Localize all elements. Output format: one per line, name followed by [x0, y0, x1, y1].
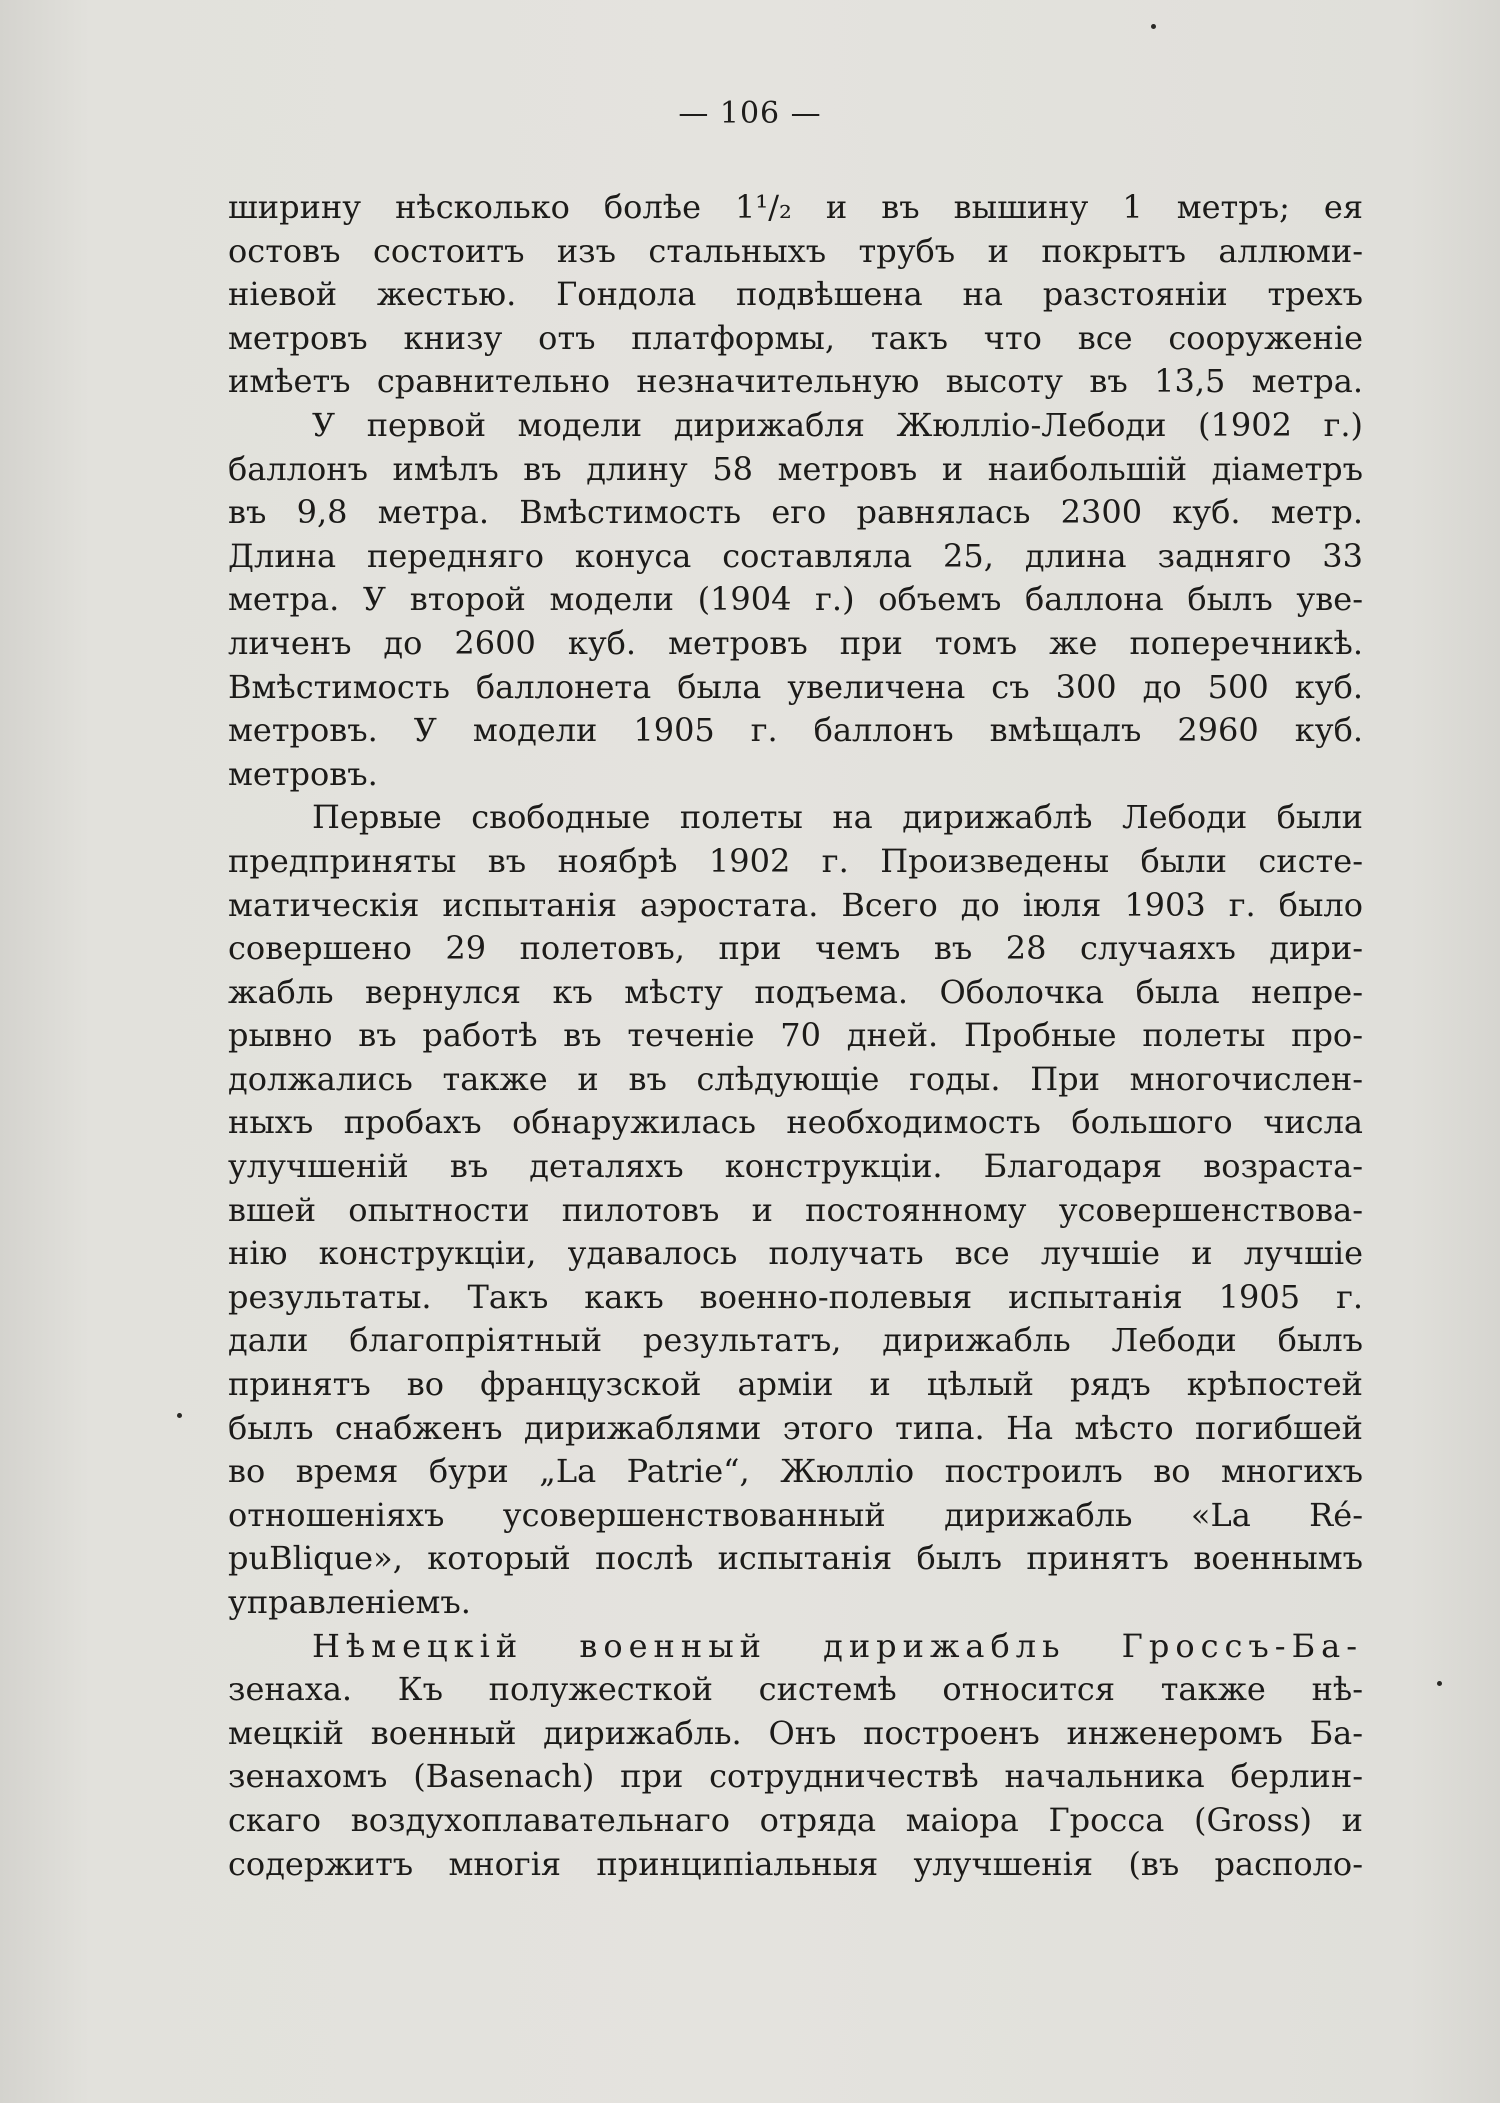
text-line: puBlique», который послѣ испытанія былъ принятъ военнымъ	[228, 1539, 1363, 1578]
scan-speck	[1151, 24, 1156, 29]
text-line: содержитъ многія принципіальныя улучшенія (въ располо-	[228, 1844, 1363, 1883]
text-line: Первые свободные полеты на дирижаблѣ Лебоди были	[312, 798, 1363, 837]
section-heading-line: Нѣмецкій военный дирижабль Гроссъ-Ба-	[312, 1626, 1363, 1665]
text-line: мецкій военный дирижабль. Онъ построенъ инженеромъ Ба-	[228, 1713, 1363, 1752]
text-line: Длина передняго конуса составляла 25, длина задняго 33	[228, 536, 1363, 575]
paragraph-3	[228, 796, 1363, 1624]
text-line: Вмѣстимость баллонета была увеличена съ 300 до 500 куб.	[228, 667, 1363, 706]
paragraph-2	[228, 404, 1363, 796]
text-line: должались также и въ слѣдующіе годы. При многочислен-	[228, 1059, 1363, 1098]
text-line: ніевой жестью. Гондола подвѣшена на разстояніи трехъ	[228, 275, 1363, 314]
text-line: скаго воздухоплавательнаго отряда маіора Гросса (Gross) и	[228, 1800, 1363, 1839]
text-line: результаты. Такъ какъ военно-полевыя испытанія 1905 г.	[228, 1277, 1363, 1316]
text-line: У первой модели дирижабля Жюлліо-Лебоди (1902 г.)	[312, 405, 1363, 444]
text-line: ширину нѣсколько болѣе 1¹/₂ и въ вышину 1 метръ; ея	[228, 188, 1363, 226]
page-number: — 106 —	[678, 96, 822, 131]
paragraph-4	[228, 1625, 1363, 1887]
text-line: управленіемъ.	[228, 1583, 471, 1621]
text-line: принятъ во французской арміи и цѣлый рядъ крѣпостей	[228, 1365, 1363, 1404]
text-line: зенахомъ (Basenach) при сотрудничествѣ начальника берлин-	[228, 1757, 1363, 1796]
text-line: остовъ состоитъ изъ стальныхъ трубъ и покрытъ аллюми-	[228, 231, 1363, 270]
text-line: метровъ.	[228, 754, 378, 793]
text-line: жабль вернулся къ мѣсту подъема. Оболочка была непре-	[228, 972, 1363, 1011]
text-line: метра. У второй модели (1904 г.) объемъ баллона былъ уве-	[228, 580, 1363, 619]
text-line: имѣетъ сравнительно незначительную высоту въ 13,5 метра.	[228, 362, 1363, 401]
text-line: отношеніяхъ усовершенствованный дирижабль «La Ré-	[228, 1495, 1363, 1534]
text-line: вшей опытности пилотовъ и постоянному усовершенствова-	[228, 1190, 1363, 1229]
text-line: метровъ. У модели 1905 г. баллонъ вмѣщалъ 2960 куб.	[228, 711, 1363, 750]
text-line: баллонъ имѣлъ въ длину 58 метровъ и наибольшій діаметръ	[228, 449, 1363, 488]
text-line: дали благопріятный результатъ, дирижабль Лебоди былъ	[228, 1321, 1363, 1360]
text-line: былъ снабженъ дирижаблями этого типа. На мѣсто погибшей	[228, 1408, 1363, 1447]
text-line: предприняты въ ноябрѣ 1902 г. Произведены были систе-	[228, 841, 1363, 880]
text-line: нію конструкціи, удавалось получать все лучшіе и лучшіе	[228, 1234, 1363, 1273]
paragraph-1	[228, 186, 1363, 404]
text-line: въ 9,8 метра. Вмѣстимость его равнялась 2300 куб. метр.	[228, 493, 1363, 532]
text-line: матическія испытанія аэростата. Всего до іюля 1903 г. было	[228, 885, 1363, 924]
text-line: личенъ до 2600 куб. метровъ при томъ же поперечникѣ.	[228, 623, 1363, 662]
text-line: рывно въ работѣ въ теченіе 70 дней. Пробные полеты про-	[228, 1016, 1363, 1055]
text-line: совершено 29 полетовъ, при чемъ въ 28 случаяхъ дири-	[228, 929, 1363, 968]
text-line: во время бури „La Patrie“, Жюлліо построилъ во многихъ	[228, 1452, 1363, 1491]
text-line: зенаха. Къ полужесткой системѣ относится также нѣ-	[228, 1670, 1363, 1709]
scan-speck	[1437, 1681, 1442, 1686]
scan-speck	[177, 1413, 182, 1418]
text-line: улучшеній въ деталяхъ конструкціи. Благодаря возраста-	[228, 1147, 1363, 1186]
text-line: метровъ книзу отъ платформы, такъ что все сооруженіе	[228, 318, 1363, 357]
text-line: ныхъ пробахъ обнаружилась необходимость большого числа	[228, 1103, 1363, 1142]
page-body-text	[228, 186, 1363, 1886]
